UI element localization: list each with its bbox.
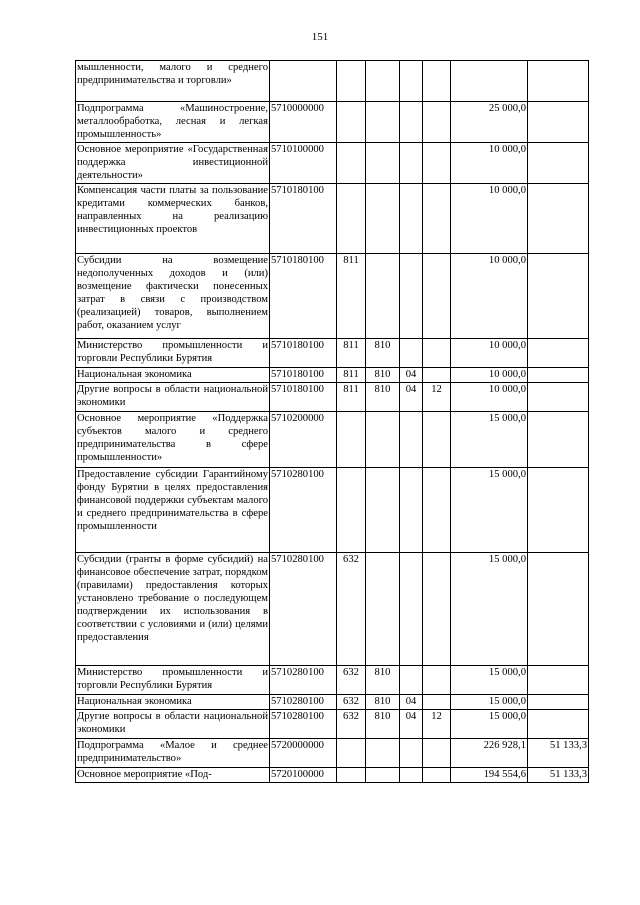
expense-type-code: 811 — [337, 254, 366, 339]
row-name: Подпрограмма «Малое и среднее предпринимательство» — [76, 739, 270, 768]
table-row — [76, 739, 589, 768]
ministry-code — [366, 102, 400, 143]
ministry-code: 810 — [366, 710, 400, 739]
section-code — [400, 143, 423, 184]
amount-total: 226 928,1 — [451, 739, 528, 768]
section-code — [400, 339, 423, 368]
expense-type-code — [337, 768, 366, 783]
subsection-code — [423, 339, 451, 368]
amount-total: 194 554,6 — [451, 768, 528, 783]
amount-federal — [528, 553, 589, 666]
amount-federal — [528, 61, 589, 102]
amount-total: 15 000,0 — [451, 666, 528, 695]
ministry-code: 810 — [366, 368, 400, 383]
amount-total: 15 000,0 — [451, 695, 528, 710]
target-article-code — [270, 61, 337, 102]
ministry-code — [366, 768, 400, 783]
amount-federal — [528, 102, 589, 143]
row-name: Основное мероприятие «Государственная поддержка инвестиционной деятельности» — [76, 143, 270, 184]
amount-federal: 51 133,3 — [528, 768, 589, 783]
target-article-code: 5720000000 — [270, 739, 337, 768]
ministry-code: 810 — [366, 666, 400, 695]
section-code — [400, 666, 423, 695]
section-code — [400, 468, 423, 553]
amount-total: 10 000,0 — [451, 254, 528, 339]
amount-total: 15 000,0 — [451, 412, 528, 468]
amount-federal — [528, 184, 589, 254]
expense-type-code: 632 — [337, 710, 366, 739]
target-article-code: 5710180100 — [270, 254, 337, 339]
amount-federal: 51 133,3 — [528, 739, 589, 768]
ministry-code — [366, 553, 400, 666]
subsection-code — [423, 254, 451, 339]
amount-total — [451, 61, 528, 102]
table-row — [76, 368, 589, 383]
target-article-code: 5710280100 — [270, 695, 337, 710]
target-article-code: 5710180100 — [270, 184, 337, 254]
section-code — [400, 102, 423, 143]
section-code — [400, 739, 423, 768]
amount-federal — [528, 254, 589, 339]
row-name: Министерство промышленности и торговли Республики Бурятия — [76, 339, 270, 368]
section-code — [400, 61, 423, 102]
section-code — [400, 412, 423, 468]
ministry-code — [366, 254, 400, 339]
section-code — [400, 768, 423, 783]
amount-federal — [528, 695, 589, 710]
target-article-code: 5710280100 — [270, 553, 337, 666]
subsection-code — [423, 102, 451, 143]
expense-type-code: 632 — [337, 695, 366, 710]
row-name: мышленности, малого и среднего предпринимательства и торговли» — [76, 61, 270, 102]
amount-total: 15 000,0 — [451, 553, 528, 666]
target-article-code: 5710280100 — [270, 666, 337, 695]
subsection-code: 12 — [423, 383, 451, 412]
budget-table — [75, 60, 589, 783]
subsection-code — [423, 412, 451, 468]
subsection-code — [423, 468, 451, 553]
section-code: 04 — [400, 368, 423, 383]
row-name: Субсидии на возмещение недополученных доходов и (или) возмещение фактически понесенных затрат в связи с производством (реализацией) товаров, выполнением работ, оказанием услуг — [76, 254, 270, 339]
ministry-code: 810 — [366, 339, 400, 368]
row-name: Компенсация части платы за пользование кредитами коммерческих банков, направленных на реализацию инвестиционных проектов — [76, 184, 270, 254]
expense-type-code: 632 — [337, 666, 366, 695]
target-article-code: 5710000000 — [270, 102, 337, 143]
ministry-code — [366, 468, 400, 553]
target-article-code: 5710180100 — [270, 368, 337, 383]
amount-total: 25 000,0 — [451, 102, 528, 143]
amount-federal — [528, 710, 589, 739]
row-name: Национальная экономика — [76, 695, 270, 710]
row-name: Субсидии (гранты в форме субсидий) на финансовое обеспечение затрат, порядком (правилами) предоставления которых установлено требование о последующем подтверждении их использования в соответствии с условиями и (или) целями предоставления — [76, 553, 270, 666]
section-code — [400, 553, 423, 666]
expense-type-code: 811 — [337, 368, 366, 383]
amount-total: 10 000,0 — [451, 339, 528, 368]
ministry-code — [366, 61, 400, 102]
ministry-code — [366, 412, 400, 468]
subsection-code — [423, 666, 451, 695]
table-row — [76, 412, 589, 468]
target-article-code: 5710200000 — [270, 412, 337, 468]
expense-type-code — [337, 184, 366, 254]
table-row — [76, 102, 589, 143]
expense-type-code — [337, 143, 366, 184]
expense-type-code — [337, 412, 366, 468]
amount-total: 10 000,0 — [451, 368, 528, 383]
target-article-code: 5710280100 — [270, 468, 337, 553]
target-article-code: 5720100000 — [270, 768, 337, 783]
page-number: 151 — [311, 31, 329, 43]
amount-federal — [528, 412, 589, 468]
amount-total: 10 000,0 — [451, 143, 528, 184]
table-row — [76, 468, 589, 553]
row-name: Основное мероприятие «Поддержка субъектов малого и среднего предпринимательства в сфере промышленности» — [76, 412, 270, 468]
amount-federal — [528, 143, 589, 184]
table-row — [76, 339, 589, 368]
expense-type-code: 811 — [337, 383, 366, 412]
section-code: 04 — [400, 710, 423, 739]
table-row — [76, 143, 589, 184]
section-code: 04 — [400, 695, 423, 710]
row-name: Основное мероприятие «Под- — [76, 768, 270, 783]
expense-type-code: 632 — [337, 553, 366, 666]
target-article-code: 5710280100 — [270, 710, 337, 739]
expense-type-code — [337, 468, 366, 553]
amount-total: 15 000,0 — [451, 468, 528, 553]
target-article-code: 5710180100 — [270, 339, 337, 368]
expense-type-code — [337, 739, 366, 768]
amount-total: 15 000,0 — [451, 710, 528, 739]
subsection-code — [423, 184, 451, 254]
section-code: 04 — [400, 383, 423, 412]
subsection-code — [423, 143, 451, 184]
expense-type-code: 811 — [337, 339, 366, 368]
table-row — [76, 184, 589, 254]
table-row — [76, 383, 589, 412]
amount-total: 10 000,0 — [451, 383, 528, 412]
amount-federal — [528, 339, 589, 368]
subsection-code — [423, 768, 451, 783]
ministry-code: 810 — [366, 695, 400, 710]
ministry-code: 810 — [366, 383, 400, 412]
subsection-code — [423, 695, 451, 710]
target-article-code: 5710100000 — [270, 143, 337, 184]
amount-total: 10 000,0 — [451, 184, 528, 254]
subsection-code — [423, 61, 451, 102]
ministry-code — [366, 143, 400, 184]
table-row — [76, 666, 589, 695]
amount-federal — [528, 368, 589, 383]
amount-federal — [528, 666, 589, 695]
row-name: Подпрограмма «Машиностроение, металлообработка, лесная и легкая промышленность» — [76, 102, 270, 143]
row-name: Предоставление субсидии Гарантийному фонду Бурятии в целях предоставления финансовой поддержки субъектам малого и среднего предпринимательства в сфере промышленности — [76, 468, 270, 553]
row-name: Другие вопросы в области национальной экономики — [76, 383, 270, 412]
subsection-code: 12 — [423, 710, 451, 739]
subsection-code — [423, 368, 451, 383]
expense-type-code — [337, 61, 366, 102]
table-row — [76, 553, 589, 666]
subsection-code — [423, 739, 451, 768]
row-name: Министерство промышленности и торговли Республики Бурятия — [76, 666, 270, 695]
target-article-code: 5710180100 — [270, 383, 337, 412]
row-name: Другие вопросы в области национальной экономики — [76, 710, 270, 739]
expense-type-code — [337, 102, 366, 143]
amount-federal — [528, 468, 589, 553]
table-row — [76, 768, 589, 783]
amount-federal — [528, 383, 589, 412]
ministry-code — [366, 184, 400, 254]
subsection-code — [423, 553, 451, 666]
table-row — [76, 254, 589, 339]
table-row — [76, 61, 589, 102]
ministry-code — [366, 739, 400, 768]
row-name: Национальная экономика — [76, 368, 270, 383]
table-row — [76, 695, 589, 710]
table-row — [76, 710, 589, 739]
section-code — [400, 254, 423, 339]
section-code — [400, 184, 423, 254]
